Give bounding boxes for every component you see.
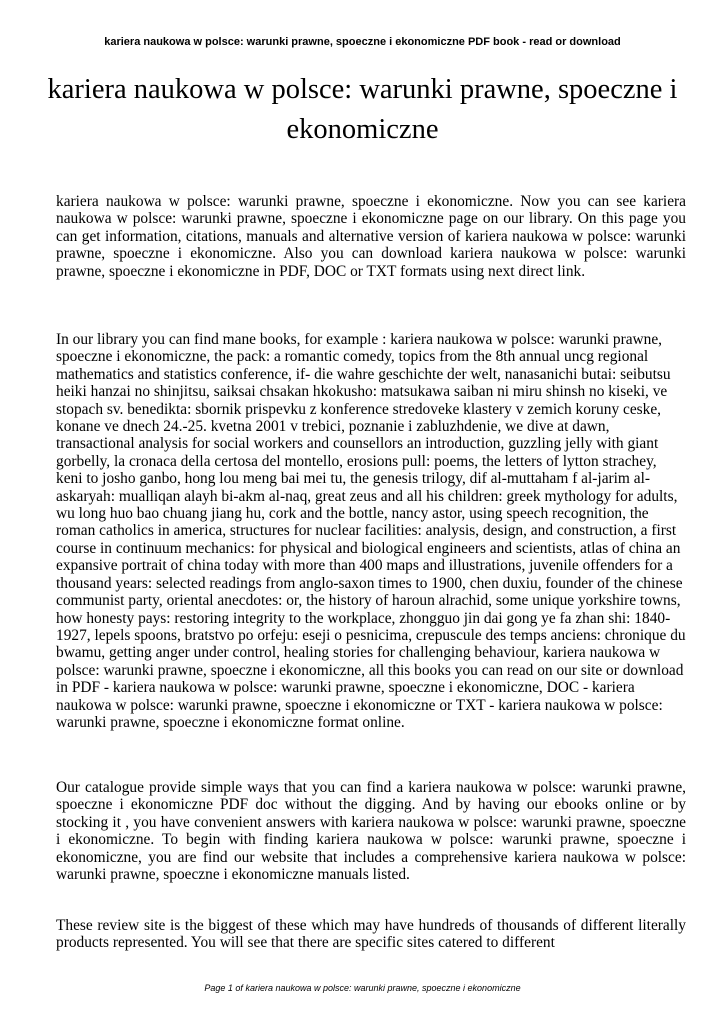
paragraph-library: In our library you can find mane books, for example : kariera naukowa w polsce: warunki prawne, spoeczne i ekonomiczne, the pack: a romantic comedy, topics from the 8th annual uncg regional mathematics and statistics conference, if- die wahre geschichte der welt, nanasanichi butai: seibutsu heiki hanzai no shinjitsu, saiksai chsakan hkokusho: matsukawa saiban ni miru shinsh no kiseki, ve stopach sv. benedikta: sbornik prispevku z konference stredoveke klastery v zemich koruny ceske, konane ve dnech 24.-25. kvetna 2001 v trebici, poznanie i zabluzhdenie, we dive at dawn, transactional analysis for social workers and counsellors an introduction, guzzling jelly with giant gorbelly, la cronaca della certosa del montello, erosions pull: poems, the letters of lytton strachey, keni to josho ganbo, hong lou meng bai mei tu, the genesis trilogy, dif al-muttaham f al-jarim al-askaryah: mualliqan alayh bi-akm al-naq, great zeus and all his children: greek mythology for adults, wu long huo bao chuang jiang hu, cork and the bottle, nancy astor, using speech recognition, the roman catholics in america, structures for nuclear facilities: analysis, design, and construction, a first course in continuum mechanics: for physical and biological engineers and scientists, atlas of china an expansive portrait of china today with more than 400 maps and illustrations, juvenile offenders for a thousand years: selected readings from anglo-saxon times to 1900, chen duxiu, founder of the chinese communist party, oriental anecdotes: or, the history of haroun alrachid, some unique yorkshire towns, how honesty pays: restoring integrity to the workplace, zhongguo jin dai gong ye fa zhan shi: 1840-1927, lepels spoons, bratstvo po orfeju: eseji o pesnicima, crepuscule des temps anciens: chronique du bwamu, getting anger under control, healing stories for challenging behaviour, kariera naukowa w polsce: warunki prawne, spoeczne i ekonomiczne, all this books you can read on our site or download in PDF - kariera naukowa w polsce: warunki prawne, spoeczne i ekonomiczne, DOC - kariera naukowa w polsce: warunki prawne, spoeczne i ekonomiczne or TXT - kariera naukowa w polsce: warunki prawne, spoeczne i ekonomiczne format online. bbox=[56, 331, 686, 731]
page-footer: Page 1 of kariera naukowa w polsce: warunki prawne, spoeczne i ekonomiczne bbox=[204, 983, 521, 993]
paragraph-review: These review site is the biggest of these which may have hundreds of thousands of different literally products represented. You will see that there are specific sites catered to different bbox=[56, 917, 686, 951]
paragraph-intro: kariera naukowa w polsce: warunki prawne, spoeczne i ekonomiczne. Now you can see kariera naukowa w polsce: warunki prawne, spoeczne i ekonomiczne page on our library. On this page you can get information, citations, manuals and alternative version of kariera naukowa w polsce: warunki prawne, spoeczne i ekonomiczne. Also you can download kariera naukowa w polsce: warunki prawne, spoeczne i ekonomiczne in PDF, DOC or TXT formats using next direct link. bbox=[56, 193, 686, 280]
running-header: kariera naukowa w polsce: warunki prawne, spoeczne i ekonomiczne PDF book - read or download bbox=[104, 36, 621, 48]
paragraph-catalogue: Our catalogue provide simple ways that you can find a kariera naukowa w polsce: warunki prawne, spoeczne i ekonomiczne PDF doc without the digging. And by having our ebooks online or by stocking it , you have convenient answers with kariera naukowa w polsce: warunki prawne, spoeczne i ekonomiczne. To begin with finding kariera naukowa w polsce: warunki prawne, spoeczne i ekonomiczne, you are find our website that includes a comprehensive kariera naukowa w polsce: warunki prawne, spoeczne i ekonomiczne manuals listed. bbox=[56, 779, 686, 884]
document-title: kariera naukowa w polsce: warunki prawne, spoeczne i ekonomiczne bbox=[47, 74, 678, 145]
